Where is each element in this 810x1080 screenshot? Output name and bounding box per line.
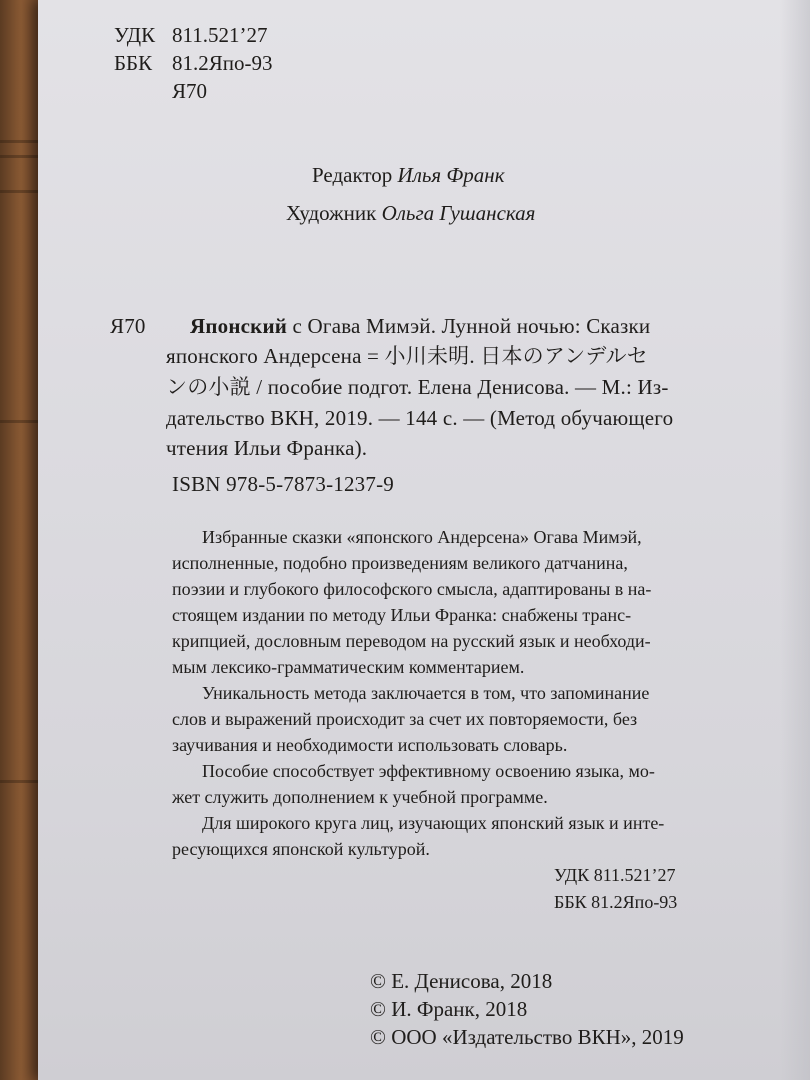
editor-name: Илья Франк [397, 163, 505, 187]
catalog-line-1-rest: с Огава Мимэй. Лунной ночью: Сказки [287, 314, 651, 338]
catalog-title-bold: Японский [190, 314, 288, 338]
book-page [38, 0, 810, 1080]
catalog-author-mark: Я70 [110, 314, 146, 338]
bbk-value: 81.2Япо-93 [172, 51, 273, 75]
bbk-label: ББК [114, 51, 153, 75]
annotation-line: Пособие способствует эффективному освоению языка, мо- [202, 761, 655, 781]
artist-credit [286, 200, 535, 226]
annotation-line: Избранные сказки «японского Андерсена» Огава Мимэй, [202, 527, 642, 547]
author-mark: Я70 [172, 79, 208, 103]
copyright-line: © И. Франк, 2018 [370, 997, 528, 1021]
catalog-line-3: ンの小説 / пособие подгот. Елена Денисова. — М.: Из- [166, 375, 669, 399]
annotation-line: мым лексико-грамматическим комментарием. [172, 657, 525, 677]
udk-value: 811.521’27 [172, 23, 268, 47]
catalog-line-2: японского Андерсена = 小川未明. 日本のアンデルセ [166, 344, 648, 368]
annotation-line: Для широкого круга лиц, изучающих японский язык и инте- [202, 813, 665, 833]
catalog-line-1 [190, 313, 650, 340]
editor-role: Редактор [312, 163, 393, 187]
catalog-line-4: дательство ВКН, 2019. — 144 с. — (Метод обучающего [166, 406, 674, 430]
page-edge-shadow [780, 0, 810, 1080]
artist-role: Художник [286, 201, 377, 225]
annotation-line: поэзии и глубокого философского смысла, адаптированы в на- [172, 579, 652, 599]
annotation-line: ресующихся японской культурой. [172, 839, 430, 859]
annotation-line: жет служить дополнением к учебной программе. [172, 787, 548, 807]
isbn: ISBN 978-5-7873-1237-9 [172, 472, 394, 496]
copyright-line: © Е. Денисова, 2018 [370, 969, 553, 993]
udk-label: УДК [114, 23, 156, 47]
annotation-line: Уникальность метода заключается в том, что запоминание [202, 683, 650, 703]
annotation-line: стоящем издании по методу Ильи Франка: снабжены транс- [172, 605, 632, 625]
footer-udk: УДК 811.521’27 [554, 865, 676, 885]
annotation [172, 524, 664, 862]
annotation-line: слов и выражений происходит за счет их повторяемости, без [172, 709, 638, 729]
footer-bbk: ББК 81.2Япо-93 [554, 892, 678, 912]
artist-name: Ольга Гушанская [381, 201, 536, 225]
copyright-line: © ООО «Издательство ВКН», 2019 [370, 1025, 684, 1049]
editor-credit [312, 162, 505, 188]
annotation-line: заучивания и необходимости использовать словарь. [172, 735, 568, 755]
annotation-line: исполненные, подобно произведениям великого датчанина, [172, 553, 628, 573]
catalog-line-5: чтения Ильи Франка). [166, 436, 368, 460]
annotation-line: крипцией, дословным переводом на русский язык и необходи- [172, 631, 651, 651]
